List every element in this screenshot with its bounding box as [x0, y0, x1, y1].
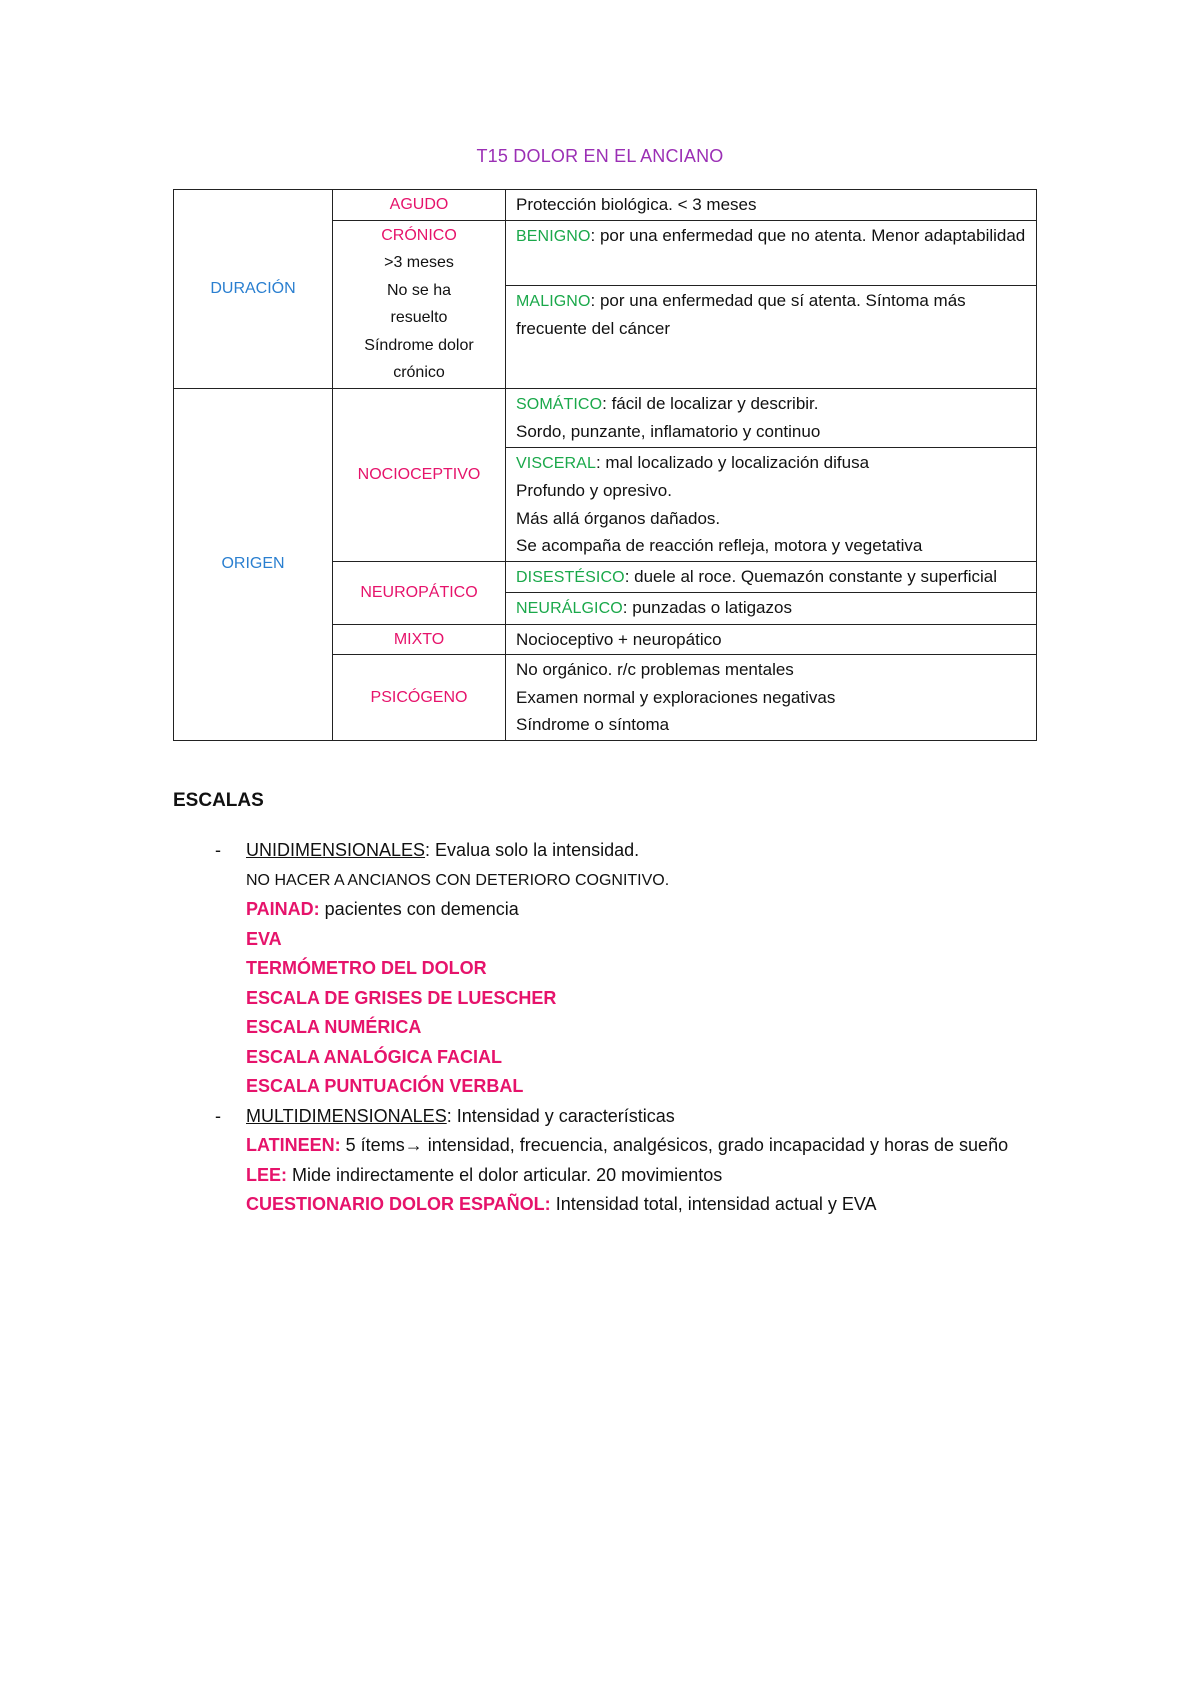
visceral-line: Más allá órganos dañados.	[516, 508, 721, 528]
category-duracion: DURACIÓN	[174, 190, 333, 389]
lee-text: Mide indirectamente el dolor articular. 20 movimientos	[287, 1164, 723, 1185]
cronico-note: resuelto	[390, 309, 448, 326]
arrow-right-icon: →	[404, 1135, 423, 1155]
visceral-line: Profundo y opresivo.	[516, 481, 672, 500]
latineen-line	[246, 1131, 1053, 1161]
bullet-dash: -	[215, 1105, 221, 1126]
psicogeno-line: Examen normal y exploraciones negativas	[516, 687, 836, 707]
scales-list	[173, 836, 1053, 1220]
painad-label: PAINAD:	[246, 899, 320, 919]
neuralgico-text: : punzadas o latigazos	[622, 598, 792, 617]
scale-name: ESCALA DE GRISES DE LUESCHER	[246, 987, 557, 1008]
latineen-label: LATINEEN:	[246, 1135, 341, 1155]
somatico-line: Sordo, punzante, inflamatorio y continuo	[516, 422, 821, 441]
latineen-rest: intensidad, frecuencia, analgésicos, grado incapacidad y horas de sueño	[422, 1135, 1009, 1155]
multi-text: : Intensidad y características	[446, 1105, 675, 1126]
benigno-label: BENIGNO	[516, 227, 591, 245]
somatico-label: SOMÁTICO	[516, 395, 603, 413]
pain-classification-table	[173, 189, 1037, 741]
type-psicogeno: PSICÓGENO	[333, 655, 506, 741]
somatico-line	[516, 390, 1026, 419]
section-heading-escalas: ESCALAS	[173, 790, 264, 811]
maligno-label: MALIGNO	[516, 292, 591, 310]
disestesico-label: DISESTÉSICO	[516, 568, 625, 586]
neuralgico-label: NEURÁLGICO	[516, 600, 623, 617]
multi-line	[246, 1102, 1053, 1132]
scale-name: TERMÓMETRO DEL DOLOR	[246, 958, 487, 978]
desc-neuralgico	[506, 593, 1037, 625]
uni-line	[246, 836, 1053, 866]
uni-warning: NO HACER A ANCIANOS CON DETERIORO COGNITIVO.	[246, 871, 670, 889]
cronico-note: crónico	[393, 364, 445, 381]
type-nociceptivo: NOCIOCEPTIVO	[333, 388, 506, 561]
lee-label: LEE:	[246, 1164, 288, 1185]
cde-line	[246, 1190, 1053, 1220]
painad-text: pacientes con demencia	[319, 899, 519, 919]
list-item-multidimensionales	[173, 1102, 1053, 1220]
list-item-unidimensionales	[173, 836, 1053, 1102]
painad-line	[246, 895, 1053, 925]
psicogeno-line: No orgánico. r/c problemas mentales	[516, 660, 794, 679]
visceral-label: VISCERAL	[516, 454, 596, 472]
latineen-text: 5 ítems	[340, 1135, 405, 1155]
cronico-note: No se ha	[386, 281, 452, 299]
type-cronico-label: CRÓNICO	[381, 226, 457, 244]
type-neuropatico: NEUROPÁTICO	[333, 561, 506, 624]
scale-name: ESCALA ANALÓGICA FACIAL	[246, 1046, 502, 1067]
cronico-note: Síndrome dolor	[364, 336, 474, 354]
desc-disestesico	[506, 561, 1037, 593]
psicogeno-line: Síndrome o síntoma	[516, 715, 670, 734]
scale-name: ESCALA PUNTUACIÓN VERBAL	[246, 1076, 524, 1096]
type-cronico	[333, 220, 506, 388]
desc-mixto: Nocioceptivo + neuropático	[506, 624, 1037, 655]
desc-visceral	[506, 447, 1037, 561]
desc-agudo: Protección biológica. < 3 meses	[506, 190, 1037, 221]
somatico-text: : fácil de localizar y describir.	[602, 393, 819, 413]
desc-psicogeno	[506, 655, 1037, 741]
uni-text: : Evalua solo la intensidad.	[425, 840, 640, 860]
lee-line	[246, 1161, 1053, 1191]
uni-label: UNIDIMENSIONALES	[246, 840, 426, 860]
bullet-dash: -	[215, 840, 221, 860]
cronico-note: >3 meses	[384, 254, 454, 271]
maligno-text: : por una enfermedad que sí atenta. Síntoma más frecuente del cáncer	[516, 290, 966, 338]
type-mixto: MIXTO	[333, 624, 506, 655]
desc-somatico	[506, 388, 1037, 447]
scale-name: ESCALA NUMÉRICA	[246, 1017, 422, 1037]
multi-label: MULTIDIMENSIONALES	[246, 1105, 447, 1126]
visceral-text: : mal localizado y localización difusa	[595, 452, 870, 472]
scale-name: EVA	[246, 928, 282, 949]
benigno-text: : por una enfermedad que no atenta. Menor adaptabilidad	[590, 225, 1026, 245]
desc-benigno	[506, 220, 1037, 285]
cde-text: Intensidad total, intensidad actual y EVA	[550, 1194, 877, 1214]
category-origen: ORIGEN	[174, 388, 333, 740]
cde-label: CUESTIONARIO DOLOR ESPAÑOL:	[246, 1194, 551, 1214]
page-title: T15 DOLOR EN EL ANCIANO	[476, 146, 724, 166]
visceral-line	[516, 449, 1026, 478]
type-agudo: AGUDO	[333, 190, 506, 221]
table-row	[174, 190, 1037, 221]
visceral-line: Se acompaña de reacción refleja, motora y vegetativa	[516, 536, 923, 555]
disestesico-text: : duele al roce. Quemazón constante y superficial	[624, 566, 998, 586]
desc-maligno	[506, 285, 1037, 388]
table-row	[174, 388, 1037, 447]
